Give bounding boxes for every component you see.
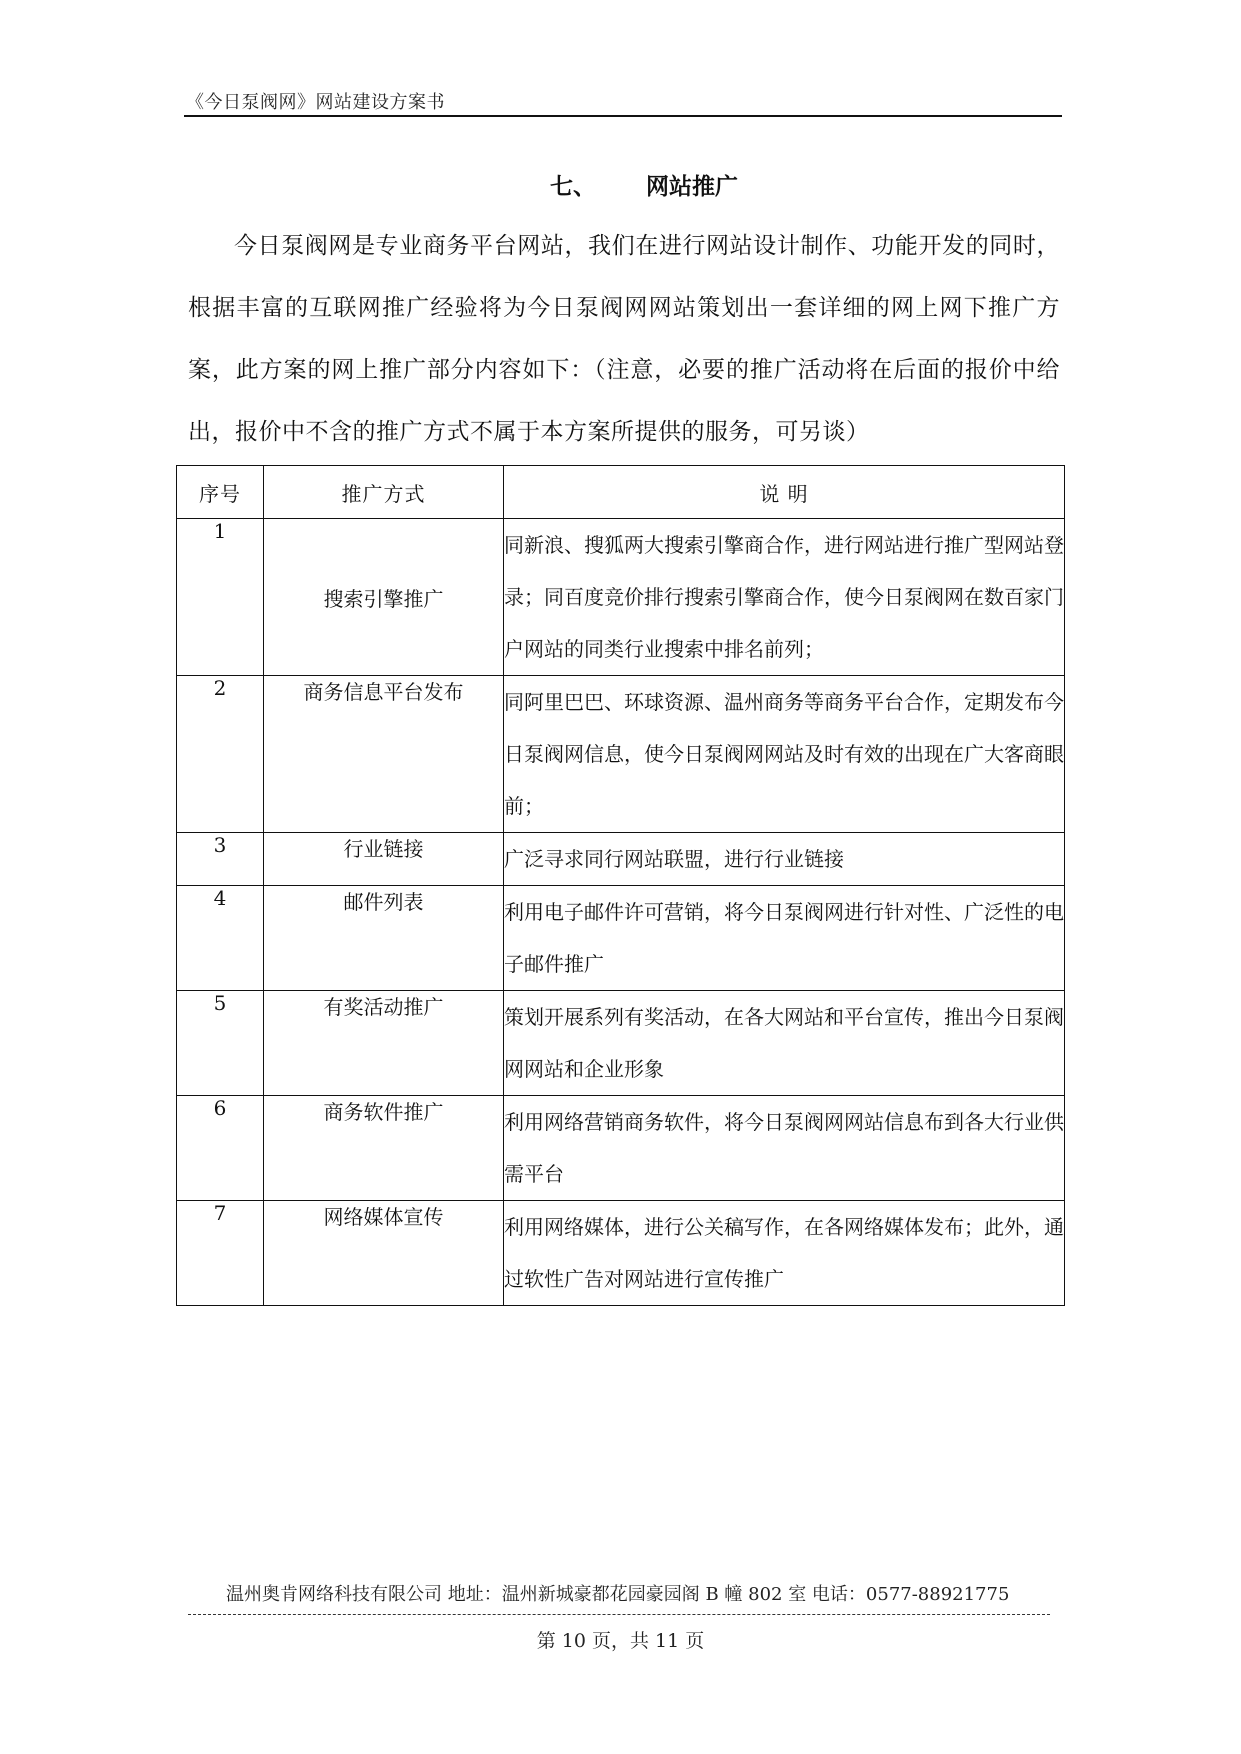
row-index: 1 [177,519,264,676]
row-index: 4 [177,886,264,991]
footer-company-info: 温州奥肯网络科技有限公司 地址：温州新城豪都花园豪园阁 B 幢 802 室 电话：0577-88921775 [226,1584,1010,1605]
row-description: 利用网络媒体，进行公关稿写作，在各网络媒体发布；此外，通过软性广告对网站进行宣传推广 [504,1201,1065,1306]
row-method: 行业链接 [264,833,504,886]
promotion-table [176,465,1065,1306]
row-method: 商务软件推广 [264,1096,504,1201]
document-header-title: 《今日泵阀网》网站建设方案书 [186,92,445,113]
section-heading [550,168,738,201]
row-index: 2 [177,676,264,833]
row-method: 邮件列表 [264,886,504,991]
table-row [177,1096,1065,1201]
row-method: 网络媒体宣传 [264,1201,504,1306]
table-row [177,519,1065,676]
table-row [177,1201,1065,1306]
row-index: 3 [177,833,264,886]
row-description: 广泛寻求同行网站联盟，进行行业链接 [504,833,1065,886]
row-method: 搜索引擎推广 [264,519,504,676]
section-number: 七、 [550,173,596,200]
column-header-description: 说 明 [504,466,1065,519]
table-row [177,991,1065,1096]
table-row [177,833,1065,886]
footer-divider [188,1614,1050,1615]
table-row [177,886,1065,991]
page-number: 第 10 页，共 11 页 [536,1630,705,1652]
row-description: 策划开展系列有奖活动，在各大网站和平台宣传，推出今日泵阀网网站和企业形象 [504,991,1065,1096]
row-index: 5 [177,991,264,1096]
row-description: 同阿里巴巴、环球资源、温州商务等商务平台合作，定期发布今日泵阀网信息，使今日泵阀网网站及时有效的出现在广大客商眼前； [504,676,1065,833]
row-description: 同新浪、搜狐两大搜索引擎商合作，进行网站进行推广型网站登录；同百度竞价排行搜索引擎商合作，使今日泵阀网在数百家门户网站的同类行业搜索中排名前列； [504,519,1065,676]
table-row [177,676,1065,833]
column-header-index: 序号 [177,466,264,519]
row-index: 6 [177,1096,264,1201]
row-method: 商务信息平台发布 [264,676,504,833]
header-divider [184,115,1062,117]
intro-paragraph: 今日泵阀网是专业商务平台网站，我们在进行网站设计制作、功能开发的同时，根据丰富的互联网推广经验将为今日泵阀网网站策划出一套详细的网上网下推广方案，此方案的网上推广部分内容如下：（注意，必要的推广活动将在后面的报价中给出，报价中不含的推广方式不属于本方案所提供的服务，可另谈） [188,233,1060,445]
row-description: 利用电子邮件许可营销，将今日泵阀网进行针对性、广泛性的电子邮件推广 [504,886,1065,991]
section-title: 网站推广 [646,173,738,200]
row-index: 7 [177,1201,264,1306]
column-header-method: 推广方式 [264,466,504,519]
table-header-row [177,466,1065,519]
row-description: 利用网络营销商务软件，将今日泵阀网网站信息布到各大行业供需平台 [504,1096,1065,1201]
row-method: 有奖活动推广 [264,991,504,1096]
